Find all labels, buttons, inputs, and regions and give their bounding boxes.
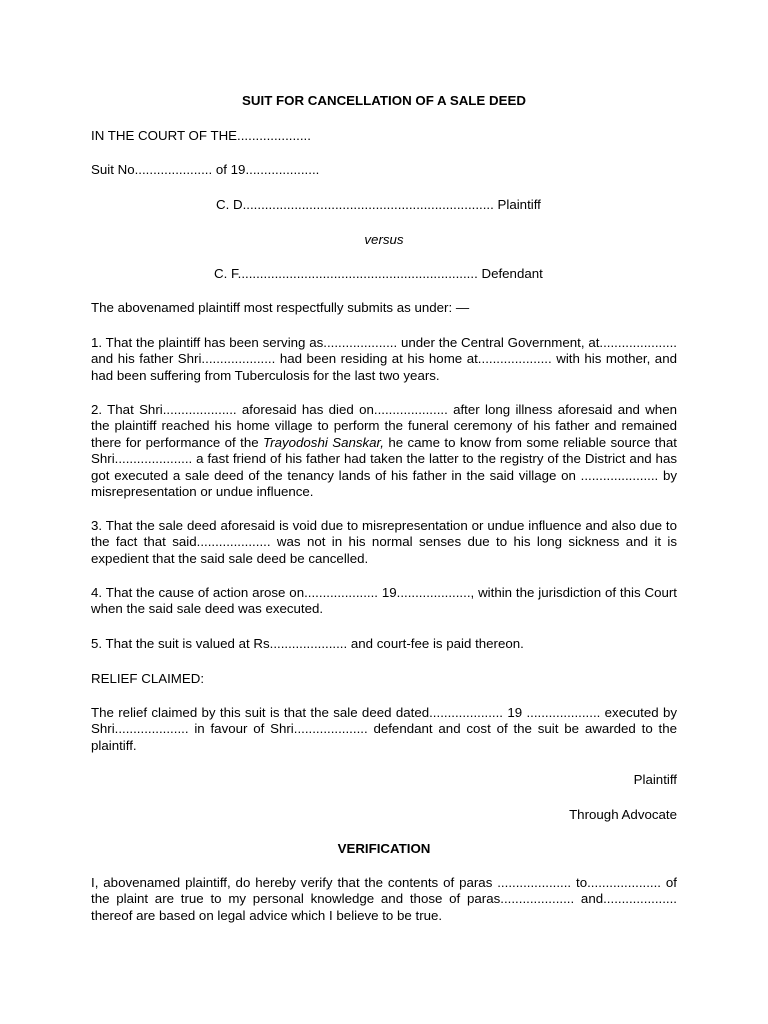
verification-heading: VERIFICATION <box>337 841 431 856</box>
intro-statement: The abovenamed plaintiff most respectfully submits as under: — <box>91 300 470 315</box>
suit-number-line: Suit No..................... of 19.................... <box>91 162 320 177</box>
paragraph-2-text-b: he came to know from some reliable source that Shri..................... a fast friend of his father had taken the latter to the registry of the District and has got executed a sale deed of the tenancy lands of his father in the said village on ..................... by misrepresentation or undue influence. <box>91 434 677 500</box>
plaintiff-line: C. D.................................................................... Plaintiff <box>216 197 541 212</box>
verification-text: I, abovenamed plaintiff, do hereby verify that the contents of paras .................... to.................... of the plaint are true to my personal knowledge and those of paras.................... and.................... thereof are based on legal advice which I believe to be true. <box>91 875 677 923</box>
signature-advocate: Through Advocate <box>569 807 677 822</box>
paragraph-3: 3. That the sale deed aforesaid is void due to misrepresentation or undue influence and also due to the fact that said.................... was not in his normal senses due to his long sickness and it is expedient that the said sale deed be cancelled. <box>91 518 677 566</box>
defendant-line: C. F................................................................. Defendant <box>214 266 543 281</box>
signature-plaintiff: Plaintiff <box>633 772 677 787</box>
paragraph-1: 1. That the plaintiff has been serving as.................... under the Central Government, at..................... and his father Shri.................... had been residing at his home at.................... with his mother, and had been suffering from Tuberculosis for the last two years. <box>91 335 677 383</box>
paragraph-2 <box>91 402 677 500</box>
paragraph-4: 4. That the cause of action arose on.................... 19...................., within the jurisdiction of this Court when the said sale deed was executed. <box>91 585 677 617</box>
relief-text: The relief claimed by this suit is that the sale deed dated.................... 19 .................... executed by Shri.................... in favour of Shri.................... defendant and cost of the suit be awarded to the plaintiff. <box>91 705 677 753</box>
paragraph-2-italic-term: Trayodoshi Sanskar, <box>263 434 384 450</box>
relief-heading: RELIEF CLAIMED: <box>91 671 205 686</box>
paragraph-5: 5. That the suit is valued at Rs..................... and court-fee is paid thereon. <box>91 636 524 651</box>
court-line: IN THE COURT OF THE.................... <box>91 128 311 143</box>
paragraph-2-text-a: 2. That Shri.................... aforesaid has died on.................... after long illness aforesaid and when the plaintiff reached his home village to perform the funeral ceremony of his father and remained there for performance of the <box>91 402 677 450</box>
versus-label: versus <box>364 232 404 247</box>
document-title: SUIT FOR CANCELLATION OF A SALE DEED <box>242 93 526 108</box>
